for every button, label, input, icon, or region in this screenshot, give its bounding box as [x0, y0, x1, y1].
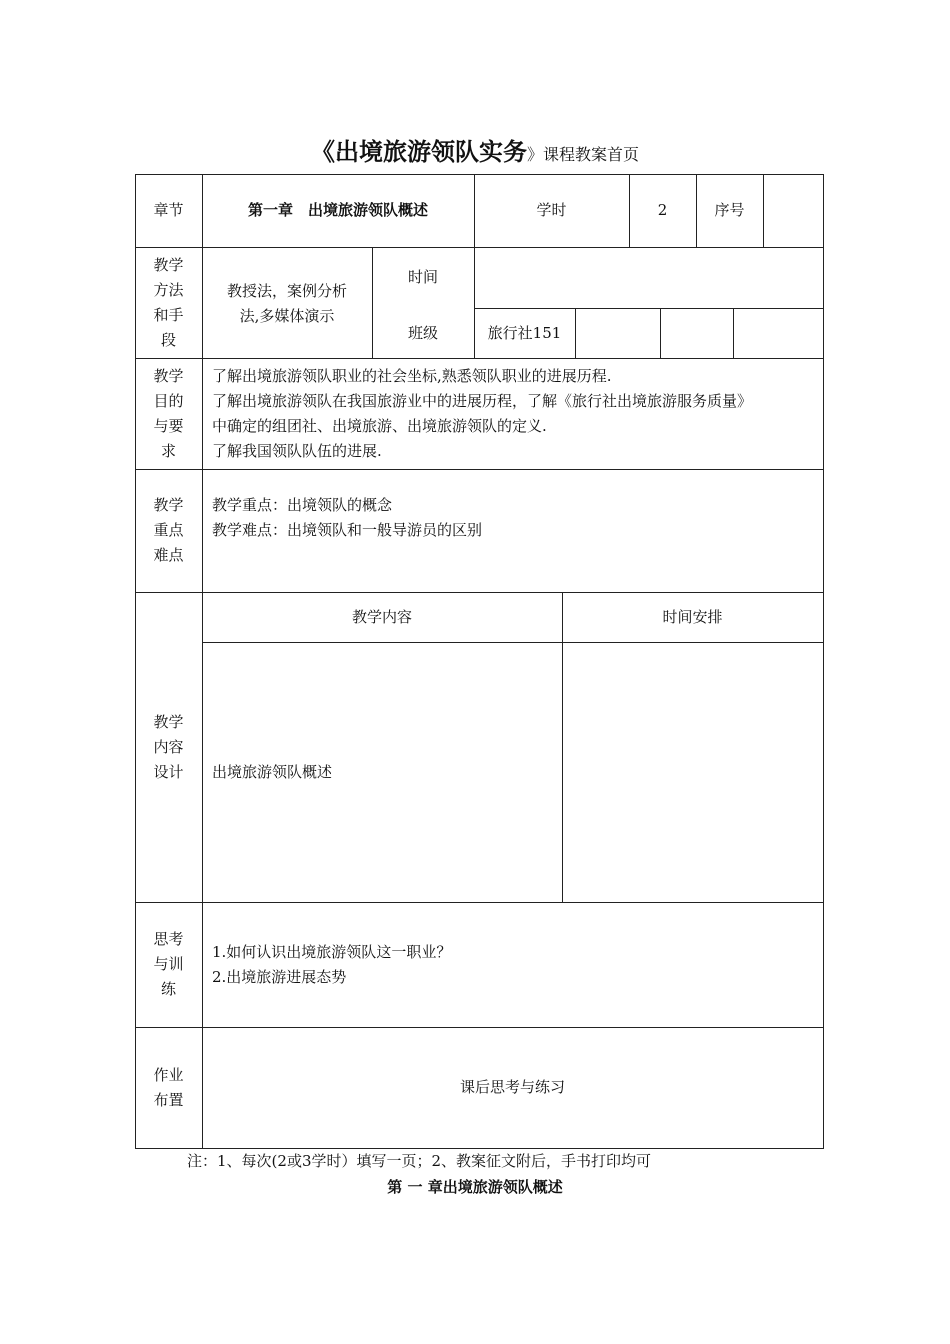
row-divider: [135, 469, 824, 470]
time-schedule-header: 时间安排: [662, 608, 723, 626]
row-divider: [135, 358, 824, 359]
col-divider: [660, 308, 661, 358]
content-design-label: 教学 内容 设计: [153, 713, 184, 781]
col-divider: [575, 308, 576, 358]
footer-note: 注：1、每次(2或3学时）填写一页；2、教案征文附后，手书打印均可: [187, 1152, 652, 1170]
hours-label: 学时: [536, 201, 567, 219]
course-title-suffix: 》课程教案首页: [526, 145, 639, 164]
exercises-content: 1.如何认识出境旅游领队这一职业？ 2.出境旅游进展态势: [212, 943, 452, 986]
chapter-label: 章节: [153, 201, 184, 219]
table-border-right: [823, 174, 824, 1149]
key-points-content: 教学重点：出境领队的概念 教学难点：出境领队和一般导游员的区别: [212, 496, 483, 539]
key-points-label: 教学 重点 难点: [153, 496, 184, 564]
col-divider: [763, 174, 764, 247]
col-divider: [733, 308, 734, 358]
homework-label: 作业 布置: [153, 1066, 184, 1109]
content-header: 教学内容: [351, 608, 412, 626]
row-divider: [474, 308, 824, 309]
row-divider: [135, 592, 824, 593]
exercises-label: 思考 与训 练: [153, 930, 184, 998]
row-divider: [135, 902, 824, 903]
method-value: 教授法，案例分析 法,多媒体演示: [226, 282, 347, 325]
homework-content: 课后思考与练习: [459, 1078, 565, 1096]
chapter-heading: 第 一 章出境旅游领队概述: [387, 1178, 563, 1196]
col-divider: [562, 592, 563, 902]
row-divider: [135, 247, 824, 248]
objectives-content: 了解出境旅游领队职业的社会坐标,熟悉领队职业的进展历程. 了解出境旅游领队在我国旅游业中的进展历程，了解《旅行社出境旅游服务质量》 中确定的组团社、出境旅游、出境旅游领队的定义. 了解我国领队队伍的进展.: [212, 367, 753, 460]
time-label: 时间: [407, 268, 438, 286]
course-title: 《出境旅游领队实务: [310, 137, 527, 166]
chapter-value: 第一章 出境旅游领队概述: [247, 201, 428, 219]
page-title: [0, 132, 950, 167]
row-divider: [202, 642, 824, 643]
class-label: 班级: [407, 324, 438, 342]
hours-value: 2: [657, 201, 668, 219]
sequence-label: 序号: [714, 201, 745, 219]
class-value: 旅行社151: [487, 324, 562, 342]
content-value: 出境旅游领队概述: [212, 763, 333, 781]
row-divider: [135, 1027, 824, 1028]
method-label: 教学 方法 和手 段: [153, 256, 184, 349]
objectives-label: 教学 目的 与要 求: [153, 367, 184, 460]
table-border-top: [135, 174, 824, 175]
